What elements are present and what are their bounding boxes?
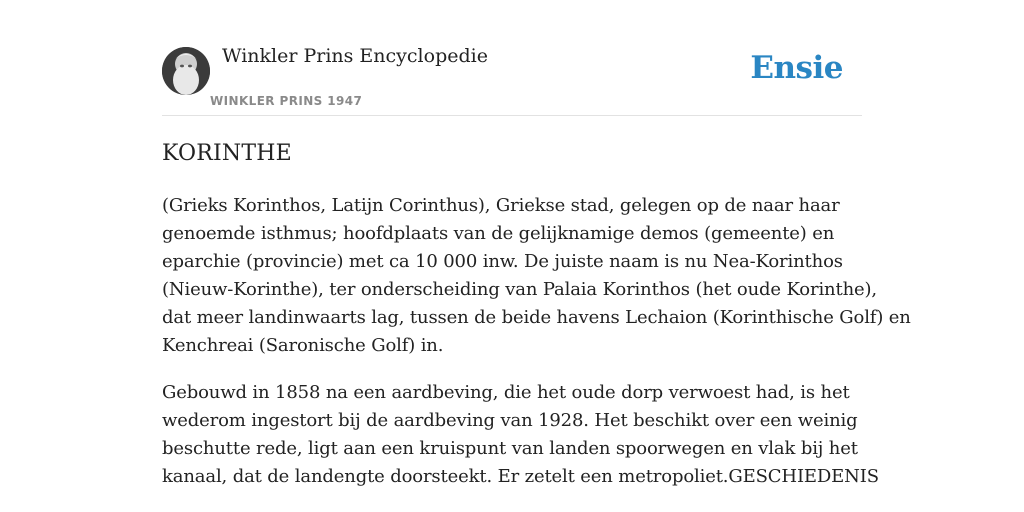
text-line: Kenchreai (Saronische Golf) in. <box>162 335 444 356</box>
site-name[interactable]: Winkler Prins Encyclopedie <box>222 45 488 67</box>
site-header <box>162 0 862 116</box>
article-title: KORINTHE <box>162 141 292 166</box>
text-line: eparchie (provincie) met ca 10 000 inw. De juiste naam is nu Nea-Korinthos <box>162 251 843 272</box>
text-line: Gebouwd in 1858 na een aardbeving, die het oude dorp verwoest had, is het <box>162 382 850 403</box>
edition-label: WINKLER PRINS 1947 <box>210 94 363 108</box>
text-line: kanaal, dat de landengte doorsteekt. Er zetelt een metropoliet.GESCHIEDENIS <box>162 466 879 487</box>
brand-logo[interactable]: Ensie <box>750 50 843 86</box>
text-line: genoemde isthmus; hoofdplaats van de gelijknamige demos (gemeente) en <box>162 223 835 244</box>
article-page <box>162 0 911 512</box>
text-line: beschutte rede, ligt aan een kruispunt van landen spoorwegen en vlak bij het <box>162 438 858 459</box>
text-line: (Grieks Korinthos, Latijn Corinthus), Griekse stad, gelegen op de naar haar <box>162 195 840 216</box>
text-line: (Nieuw-Korinthe), ter onderscheiding van Palaia Korinthos (het oude Korinthe), <box>162 279 877 300</box>
portrait-icon <box>162 47 210 95</box>
text-line: wederom ingestort bij de aardbeving van 1928. Het beschikt over een weinig <box>162 410 858 431</box>
text-line: dat meer landinwaarts lag, tussen de beide havens Lechaion (Korinthische Golf) en <box>162 307 911 328</box>
article-paragraph-1 <box>162 192 911 360</box>
author-avatar[interactable] <box>162 47 210 95</box>
article-paragraph-2 <box>162 379 879 491</box>
